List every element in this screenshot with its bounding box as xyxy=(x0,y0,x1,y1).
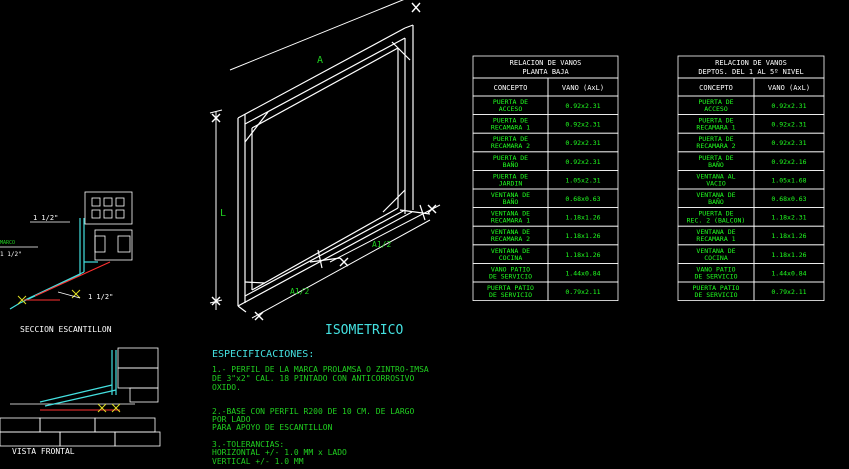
table-cell-concept: VENTANA DE xyxy=(696,246,736,255)
dim-a2-bottom-label: A1/2 xyxy=(290,287,310,296)
table-cell-concept: VACIO xyxy=(706,179,726,188)
table-cell-concept: PUERTA PATIO xyxy=(692,284,740,292)
table-row xyxy=(473,282,618,301)
table-cell-concept: PUERTA DE xyxy=(698,153,734,162)
table-row xyxy=(678,263,824,282)
table-row xyxy=(473,115,618,134)
table-row xyxy=(678,245,824,264)
table-cell-concept: DE SERVICIO xyxy=(488,291,533,299)
table-row xyxy=(473,263,618,282)
table-cell-concept: VENTANA DE xyxy=(490,228,531,237)
table-row xyxy=(678,189,824,208)
table-row xyxy=(473,208,618,227)
dim-1-1-2-top: 1 1/2" xyxy=(33,214,59,222)
vanos-table-deptos xyxy=(678,56,824,301)
table-row xyxy=(678,115,824,134)
table-cell-concept: RECAMARA 2 xyxy=(490,142,531,151)
table-cell-vano: 0.68x0.63 xyxy=(771,195,807,203)
table-cell-vano: 0.92x2.31 xyxy=(565,120,601,129)
table-cell-concept: RECAMARA 1 xyxy=(696,235,736,244)
isometric-frame xyxy=(238,25,430,312)
table-cell-vano: 0.92x2.31 xyxy=(771,102,807,110)
table-title: RELACION DE VANOS xyxy=(715,59,787,67)
spec-line: OXIDO. xyxy=(212,383,241,392)
table-cell-concept: PUERTA DE xyxy=(492,172,529,181)
dim-l-label: L xyxy=(220,208,227,219)
marco-label: MARCO xyxy=(0,240,16,246)
table-cell-vano: 1.44x0.84 xyxy=(565,269,601,278)
specs-heading: ESPECIFICACIONES: xyxy=(212,349,315,360)
table-cell-concept: JARDIN xyxy=(498,179,523,188)
table-cell-concept: VENTANA DE xyxy=(490,209,531,218)
table-cell-concept: VENTANA AL xyxy=(696,172,736,181)
table-title: RELACION DE VANOS xyxy=(509,59,582,67)
spec-line: DE 3"x2" CAL. 18 PINTADO CON ANTICORROSIVO xyxy=(212,374,415,383)
table-cell-vano: 0.92x2.31 xyxy=(771,139,807,148)
table-cell-concept: PUERTA DE xyxy=(698,135,734,144)
table-row xyxy=(473,133,618,152)
table-subtitle: PLANTA BAJA xyxy=(522,68,569,76)
table-row xyxy=(678,208,824,227)
table-cell-vano: 1.44x0.84 xyxy=(771,269,807,278)
table-row xyxy=(678,170,824,189)
spec-line: POR LADO xyxy=(212,415,251,424)
table-cell-concept: PUERTA DE xyxy=(698,98,734,106)
table-cell-concept: COCINA xyxy=(704,253,728,262)
table-col-header: CONCEPTO xyxy=(493,84,528,92)
marco-sub-label: 1 1/2" xyxy=(0,251,22,258)
table-cell-vano: 0.92x2.31 xyxy=(565,139,601,148)
table-cell-concept: VANO PATIO xyxy=(490,265,531,274)
seccion-title: SECCION ESCANTILLON xyxy=(20,325,112,334)
table-row xyxy=(678,282,824,301)
table-row xyxy=(473,170,618,189)
table-cell-concept: VENTANA DE xyxy=(696,191,736,199)
dimension-ticks xyxy=(212,3,436,320)
vista-title: VISTA FRONTAL xyxy=(12,447,75,456)
table-cell-concept: PUERTA DE xyxy=(698,209,734,218)
table-cell-concept: PUERTA DE xyxy=(698,116,734,125)
table-cell-concept: BAÑO xyxy=(708,198,724,206)
spec-line: VERTICAL +/- 1.0 MM xyxy=(212,457,304,466)
table-cell-concept: RECAMARA 2 xyxy=(696,142,736,151)
table-row xyxy=(473,96,618,115)
table-cell-concept: ACCESO xyxy=(704,105,728,113)
table-cell-vano: 0.79x2.11 xyxy=(771,288,807,296)
table-cell-concept: VENTANA DE xyxy=(696,228,736,237)
dim-1-1-2-bottom: 1 1/2" xyxy=(88,293,114,301)
isometrico-title: ISOMETRICO xyxy=(325,323,404,338)
table-cell-concept: PUERTA DE xyxy=(492,98,529,106)
table-cell-concept: BAÑO xyxy=(502,160,519,169)
dim-a2-top-label: A1/2 xyxy=(372,240,392,249)
table-cell-concept: VENTANA DE xyxy=(490,191,531,199)
table-cell-concept: RECAMARA 1 xyxy=(490,123,531,132)
seccion-escantillon xyxy=(0,192,132,334)
table-row xyxy=(678,96,824,115)
table-cell-vano: 0.92x2.31 xyxy=(771,120,807,129)
table-row xyxy=(473,189,618,208)
table-cell-vano: 0.92x2.31 xyxy=(565,102,601,110)
table-cell-vano: 1.18x1.26 xyxy=(565,213,601,222)
spec-line: 3.-TOLERANCIAS: xyxy=(212,440,285,449)
table-cell-vano: 1.18x1.26 xyxy=(771,250,807,259)
table-col-header: CONCEPTO xyxy=(699,84,733,92)
table-cell-vano: 1.05x1.68 xyxy=(771,176,807,185)
table-cell-concept: REC. 2 (BALCON) xyxy=(686,216,746,225)
table-cell-concept: COCINA xyxy=(498,253,523,262)
spec-line: 2.-BASE CON PERFIL R200 DE 10 CM. DE LARGO xyxy=(212,407,415,416)
table-col-header: VANO (AxL) xyxy=(767,84,811,92)
table-cell-concept: PUERTA PATIO xyxy=(487,284,534,292)
table-cell-vano: 1.18x2.31 xyxy=(771,213,807,222)
table-cell-vano: 0.68x0.63 xyxy=(565,195,601,203)
table-cell-concept: PUERTA DE xyxy=(492,153,529,162)
table-cell-concept: BAÑO xyxy=(708,160,724,169)
table-cell-concept: PUERTA DE xyxy=(492,116,529,125)
table-cell-vano: 1.05x2.31 xyxy=(565,176,601,185)
table-cell-concept: VENTANA DE xyxy=(490,246,531,255)
table-row xyxy=(678,133,824,152)
vista-frontal xyxy=(0,348,160,456)
table-cell-vano: 0.79x2.11 xyxy=(565,288,601,296)
table-row xyxy=(678,226,824,245)
table-cell-concept: RECAMARA 1 xyxy=(490,216,531,225)
spec-line: PARA APOYO DE ESCANTILLON xyxy=(212,423,333,432)
table-cell-concept: RECAMARA 1 xyxy=(696,123,736,132)
vanos-table-planta-baja xyxy=(473,56,618,301)
table-cell-concept: VANO PATIO xyxy=(696,265,736,274)
table-cell-vano: 0.92x2.16 xyxy=(771,157,807,166)
table-row xyxy=(473,245,618,264)
table-row xyxy=(473,152,618,171)
table-cell-concept: BAÑO xyxy=(502,198,519,206)
table-cell-vano: 1.18x1.26 xyxy=(565,250,601,259)
table-row xyxy=(678,152,824,171)
table-subtitle: DEPTOS. DEL 1 AL 5º NIVEL xyxy=(698,68,804,76)
table-cell-concept: PUERTA DE xyxy=(492,135,529,144)
table-cell-concept: DE SERVICIO xyxy=(694,291,738,299)
table-cell-concept: DE SERVICIO xyxy=(694,272,738,281)
spec-line: 1.- PERFIL DE LA MARCA PROLAMSA O ZINTRO-IMSA xyxy=(212,365,429,374)
dim-a-label: A xyxy=(317,55,324,66)
table-cell-vano: 1.18x1.26 xyxy=(565,232,601,241)
table-cell-concept: ACCESO xyxy=(498,105,523,113)
spec-line: HORIZONTAL +/- 1.0 MM x LADO xyxy=(212,448,347,457)
specifications xyxy=(212,349,429,466)
table-cell-vano: 1.18x1.26 xyxy=(771,232,807,241)
table-cell-concept: DE SERVICIO xyxy=(488,272,533,281)
table-col-header: VANO (AxL) xyxy=(561,84,605,92)
table-cell-vano: 0.92x2.31 xyxy=(565,157,601,166)
table-cell-concept: RECAMARA 2 xyxy=(490,235,531,244)
table-row xyxy=(473,226,618,245)
